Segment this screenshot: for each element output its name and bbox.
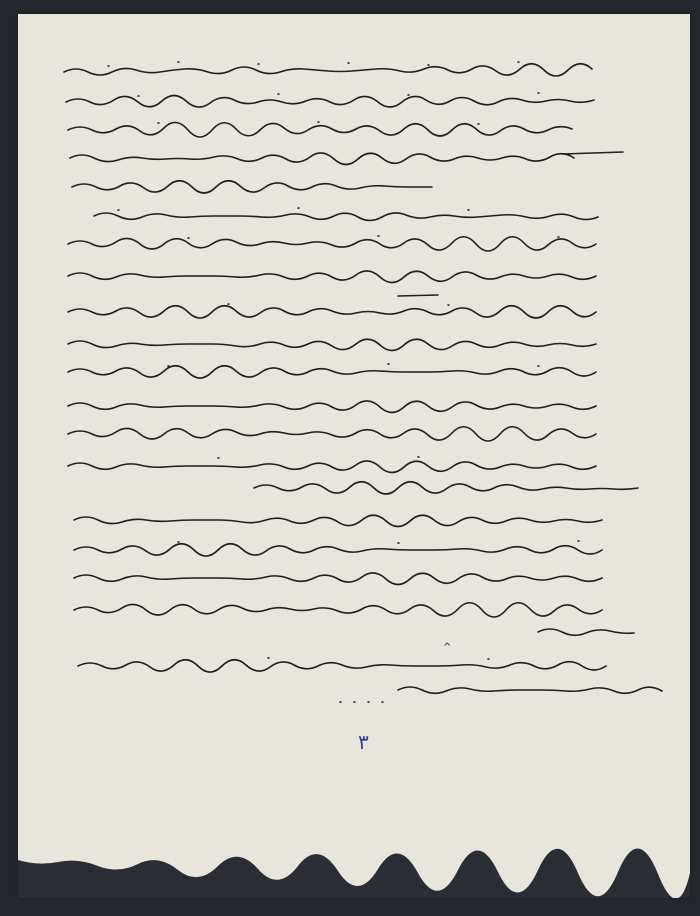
handwriting-line bbox=[68, 461, 596, 473]
handwriting-line bbox=[398, 687, 662, 693]
handwriting-line bbox=[74, 544, 602, 556]
handwriting-line bbox=[68, 122, 572, 137]
diacritics bbox=[108, 62, 579, 659]
handwriting-line bbox=[66, 96, 594, 108]
handwriting-line bbox=[68, 427, 596, 441]
handwriting-line bbox=[68, 366, 596, 378]
torn-edge bbox=[18, 848, 690, 898]
handwriting-line bbox=[68, 237, 596, 251]
handwriting-line bbox=[70, 153, 574, 165]
handwriting-line bbox=[74, 603, 602, 617]
handwriting-line bbox=[72, 181, 432, 193]
strike-through bbox=[398, 295, 438, 296]
handwriting-line bbox=[68, 306, 596, 318]
handwriting-line bbox=[94, 213, 598, 221]
handwriting-line bbox=[68, 271, 596, 283]
handwriting-line bbox=[68, 401, 596, 413]
handwriting-line bbox=[538, 629, 634, 635]
handwriting-line bbox=[74, 573, 602, 585]
strike-through bbox=[563, 152, 623, 154]
handwriting-line bbox=[64, 64, 592, 76]
handwriting-layer bbox=[18, 14, 690, 898]
handwriting-line bbox=[254, 482, 638, 494]
handwriting-line bbox=[78, 660, 606, 672]
manuscript-page bbox=[18, 14, 690, 898]
page-number: ٣ bbox=[358, 730, 369, 754]
handwriting-line bbox=[68, 339, 596, 350]
insertion-mark: ^ bbox=[443, 642, 452, 653]
handwriting-line bbox=[74, 515, 602, 526]
